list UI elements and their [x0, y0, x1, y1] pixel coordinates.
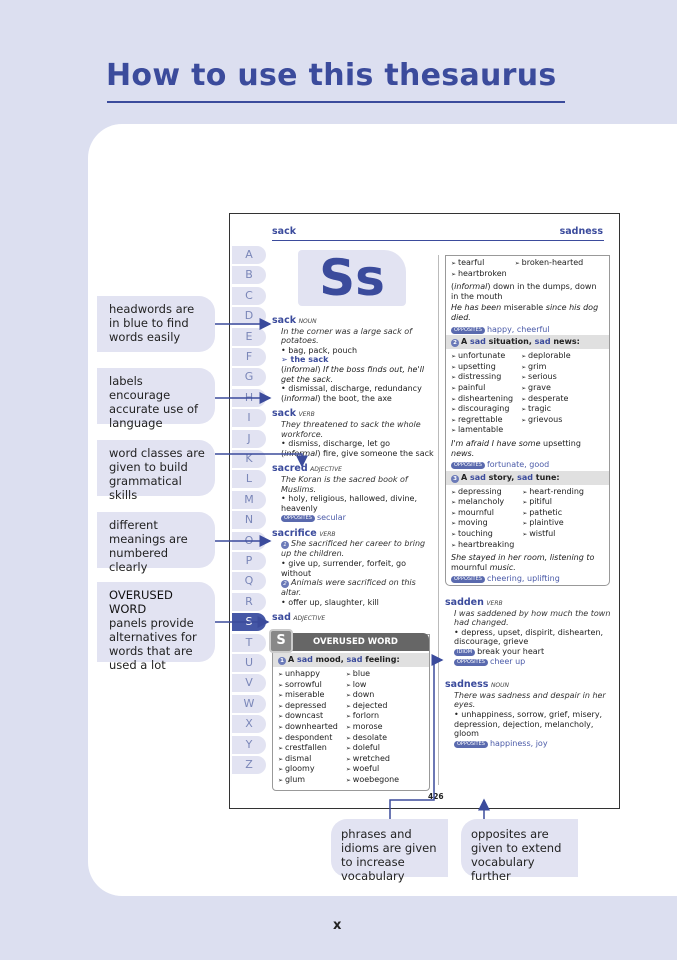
- alternative-word: ➢ dejected: [346, 701, 399, 712]
- alternative-word: ➢ morose: [346, 722, 399, 733]
- headword: sadden: [445, 597, 484, 609]
- synonyms: • holy, religious, hallowed, divine, heavenly: [281, 494, 418, 513]
- opposites: happiness, joy: [489, 738, 548, 748]
- sense-heading-3: 3 A sad story, sad tune:: [446, 471, 609, 485]
- alphabet-tab-i[interactable]: I: [232, 409, 266, 427]
- column-divider: [438, 255, 439, 785]
- title-underline: [107, 101, 565, 103]
- alternative-word: ➢ discouraging: [451, 404, 513, 415]
- alphabet-tab-g[interactable]: G: [232, 368, 266, 386]
- alphabet-tab-t[interactable]: T: [232, 634, 266, 652]
- alternative-word: ➢ serious: [521, 372, 571, 383]
- alternative-word: ➢ plaintive: [522, 518, 584, 529]
- alphabet-tab-a[interactable]: A: [232, 246, 266, 264]
- opposites: happy, cheerful: [486, 324, 550, 334]
- alternative-word: ➢ painful: [451, 383, 513, 394]
- alternative-word: ➢ wistful: [522, 529, 584, 540]
- callout-overused-text: panels provide alternatives for words that are used a lot: [109, 616, 197, 672]
- synonyms: • dismissal, discharge, redundancy: [281, 384, 422, 394]
- overused-s-icon: S: [269, 629, 293, 653]
- alternative-word: ➢ depressing: [451, 487, 514, 498]
- label-informal: informal: [284, 448, 318, 458]
- overused-word-panel: [272, 634, 430, 791]
- alternative-word: ➢ downcast: [278, 711, 338, 722]
- left-column: [272, 316, 435, 791]
- entry-sacrifice: [272, 529, 435, 608]
- alternative-word: ➢ heartbroken: [451, 269, 507, 280]
- alternative-word: ➢ desolate: [346, 733, 399, 744]
- opposites: secular: [316, 513, 346, 523]
- alphabet-tab-d[interactable]: D: [232, 307, 266, 325]
- synonyms: • unhappiness, sorrow, grief, misery, depression, dejection, melancholy, gloom: [454, 709, 603, 739]
- page-label: x: [333, 918, 342, 933]
- opposites-badge: OPPOSITES: [281, 515, 315, 522]
- callout-meanings: different meanings are numbered clearly: [97, 512, 215, 568]
- alphabet-tab-c[interactable]: C: [232, 287, 266, 305]
- alphabet-tab-u[interactable]: U: [232, 654, 266, 672]
- section-letter: Ss: [298, 250, 406, 306]
- alphabet-tab-q[interactable]: Q: [232, 572, 266, 590]
- headword: sad: [272, 612, 291, 624]
- word-class: ADJECTIVE: [293, 615, 326, 623]
- alternative-word: ➢ pitiful: [522, 497, 584, 508]
- alternative-word: ➢ regrettable: [451, 415, 513, 426]
- example: In the corner was a large sack of potatoes.: [281, 326, 412, 346]
- word-class: ADJECTIVE: [310, 466, 342, 474]
- alternative-word: ➢ sorrowful: [278, 680, 338, 691]
- alternative-word: ➢ moving: [451, 518, 514, 529]
- running-head-left: sack: [272, 226, 297, 237]
- alphabet-tab-k[interactable]: K: [232, 450, 266, 468]
- example: They threatened to sack the whole workforce.: [281, 419, 421, 439]
- alternative-word: ➢ down: [346, 690, 399, 701]
- opposites: fortunate, good: [486, 460, 550, 470]
- alternative-word: ➢ gloomy: [278, 764, 338, 775]
- headword: sadness: [445, 679, 489, 691]
- alphabet-tab-m[interactable]: M: [232, 491, 266, 509]
- entry-sacred: [272, 464, 435, 523]
- right-column: [445, 255, 613, 748]
- idiom-badge: IDIOM: [454, 649, 475, 656]
- label-informal: informal: [284, 393, 318, 403]
- word-class: NOUN: [490, 682, 510, 690]
- alphabet-tab-x[interactable]: X: [232, 715, 266, 733]
- alternatives-list: [446, 256, 609, 281]
- sense-heading-1: 1 A sad mood, sad feeling:: [273, 653, 429, 667]
- alternative-word: ➢ grievous: [521, 415, 571, 426]
- headword: sack: [272, 408, 297, 420]
- entry-sadden: sadden VERB I was saddened by how much the town had changed. • depress, upset, dispirit, dishearten, discourage, grieve IDIOM break your heart OPPOSITES cheer up: [445, 598, 613, 666]
- entry-sad: [272, 613, 435, 624]
- callout-headwords: headwords are in blue to find words easily: [97, 296, 215, 352]
- word-class: VERB: [486, 600, 503, 608]
- overused-header: OVERUSED WORD: [273, 633, 429, 651]
- alternative-word: ➢ low: [346, 680, 399, 691]
- alternative-word: ➢ unfortunate: [451, 351, 513, 362]
- informal-synonyms: the boot, the axe: [323, 393, 392, 403]
- alphabet-tab-b[interactable]: B: [232, 266, 266, 284]
- alphabet-tab-l[interactable]: L: [232, 470, 266, 488]
- alphabet-tab-f[interactable]: F: [232, 348, 266, 366]
- alternatives-list: [446, 485, 609, 553]
- alternatives-list: [446, 349, 609, 438]
- alternative-word: ➢ tearful: [451, 258, 507, 269]
- alternative-word: ➢ miserable: [278, 690, 338, 701]
- example: Animals were sacrificed on this altar.: [281, 578, 416, 598]
- alternative-word: ➢ wretched: [346, 754, 399, 765]
- alphabet-tab-h[interactable]: H: [232, 389, 266, 407]
- alternative-word: ➢ dismal: [278, 754, 338, 765]
- sample-dictionary-page: [229, 213, 620, 809]
- alternative-word: ➢ touching: [451, 529, 514, 540]
- phrase: ➢ the sack: [281, 355, 329, 365]
- alternative-word: ➢ unhappy: [278, 669, 338, 680]
- alternatives-list: [273, 667, 429, 788]
- alternative-word: ➢ heart-rending: [522, 487, 584, 498]
- alternative-word: ➢ grim: [521, 362, 571, 373]
- sense-heading-2: 2 A sad situation, sad news:: [446, 335, 609, 349]
- word-class: VERB: [319, 530, 336, 538]
- sense-number-2: 2: [281, 580, 289, 588]
- alphabet-tab-w[interactable]: W: [232, 695, 266, 713]
- alternative-word: ➢ disheartening: [451, 394, 513, 405]
- alphabet-tab-e[interactable]: E: [232, 328, 266, 346]
- alternative-word: ➢ depressed: [278, 701, 338, 712]
- alphabet-tab-p[interactable]: P: [232, 552, 266, 570]
- callout-phrases: phrases and idioms are given to increase vocabulary: [331, 819, 448, 877]
- page-title: How to use this thesaurus: [106, 58, 557, 93]
- alternative-word: ➢ woebegone: [346, 775, 399, 786]
- alternative-word: ➢ doleful: [346, 743, 399, 754]
- callout-opposites: opposites are given to extend vocabulary further: [461, 819, 578, 877]
- alternative-word: ➢ melancholy: [451, 497, 514, 508]
- alternative-word: ➢ deplorable: [521, 351, 571, 362]
- alternative-word: ➢ crestfallen: [278, 743, 338, 754]
- opposites: cheer up: [489, 656, 526, 666]
- alternative-word: ➢ grave: [521, 383, 571, 394]
- example: She sacrificed her career to bring up the children.: [281, 539, 426, 559]
- alternative-word: ➢ forlorn: [346, 711, 399, 722]
- callout-word-classes: word classes are given to build grammatical skills: [97, 440, 215, 496]
- headword: sack: [272, 315, 297, 326]
- example: There was sadness and despair in her eyes.: [454, 690, 606, 710]
- alphabet-tab-s[interactable]: S: [232, 613, 266, 631]
- synonyms: • offer up, slaughter, kill: [281, 597, 379, 607]
- alternative-word: ➢ desperate: [521, 394, 571, 405]
- callout-labels: labels encourage accurate use of language: [97, 368, 215, 424]
- alternative-word: ➢ woeful: [346, 764, 399, 775]
- synonyms: • depress, upset, dispirit, dishearten, discourage, grieve: [454, 627, 604, 647]
- alternative-word: ➢ broken-hearted: [515, 258, 584, 269]
- synonyms: • give up, surrender, forfeit, go without: [281, 559, 407, 578]
- alternative-word: ➢ mournful: [451, 508, 514, 519]
- synonyms: • dismiss, discharge, let go: [281, 439, 391, 449]
- running-head-right: sadness: [559, 226, 603, 237]
- word-class: VERB: [298, 411, 315, 419]
- alternative-word: ➢ despondent: [278, 733, 338, 744]
- headword: sacrifice: [272, 527, 317, 539]
- entry-sack-noun: sack NOUN In the corner was a large sack of potatoes. • bag, pack, pouch ➢ the sack (informal) If the boss finds out, he'll get the sack. • dismissal, discharge, redundancy (informal) the boot, the axe: [272, 316, 435, 403]
- informal-phrase: down in the dumps, down in the mouth: [451, 282, 597, 301]
- entry-sack-verb: sack VERB They threatened to sack the whole workforce. • dismiss, discharge, let go (informal) fire, give someone the sack: [272, 408, 434, 458]
- alternative-word: ➢ heartbreaking: [451, 540, 514, 551]
- callout-overused-strong: OVERUSED WORD: [109, 588, 173, 616]
- alternative-word: ➢ downhearted: [278, 722, 338, 733]
- alphabet-tab-v[interactable]: V: [232, 674, 266, 692]
- synonyms: • bag, pack, pouch: [281, 345, 358, 355]
- alternative-word: ➢ blue: [346, 669, 399, 680]
- example: The Koran is the sacred book of Muslims.: [281, 474, 408, 494]
- alphabet-tab-n[interactable]: N: [232, 511, 266, 529]
- entry-sadness: sadness NOUN There was sadness and despair in her eyes. • unhappiness, sorrow, grief, misery, depression, dejection, melancholy, gloom OPPOSITES happiness, joy: [445, 680, 613, 748]
- example: If the boss finds out, he'll get the sack.: [281, 364, 425, 384]
- alphabet-tab-r[interactable]: R: [232, 593, 266, 611]
- alphabet-tab-j[interactable]: J: [232, 430, 266, 448]
- word-class: NOUN: [298, 318, 317, 325]
- page-number: 426: [428, 792, 444, 801]
- headword: sacred: [272, 463, 308, 475]
- informal-synonyms: fire, give someone the sack: [323, 448, 434, 458]
- alternative-word: ➢ lamentable: [451, 425, 513, 436]
- alternative-word: ➢ tragic: [521, 404, 571, 415]
- running-head-rule: [272, 240, 604, 241]
- overused-panel-continued: ➢ tearful ➢ broken-hearted ➢ heartbroken (informal) down in the dumps, down in the mouth He has been miserable since his dog died. OPPOSITES happy, cheerful 2 A sad situation, sad news: ➢ unfortunate ➢ deplorable ➢ upsetting ➢ grim ➢ distressing ➢ serious ➢ painful ➢ grave ➢ disheartening ➢ desperate ➢ discouraging ➢ tragic ➢ regrettable ➢ grievous ➢ lamentable I'm afraid I have some upsetting news. OPPOSITES fortunate, good 3 A sad story, sad tune: ➢ depressing ➢ heart-rending ➢ melancholy ➢ pitiful ➢ mournful ➢ pathetic ➢ moving ➢ plaintive ➢ touching ➢ wistful ➢ heartbreaking She stayed in her room, listening to mournful music. OPPOSITES cheering, uplifting: [445, 255, 610, 586]
- label-informal: informal: [284, 364, 318, 374]
- alphabet-tab-y[interactable]: Y: [232, 736, 266, 754]
- alternative-word: ➢ pathetic: [522, 508, 584, 519]
- sense-number-1: 1: [281, 541, 289, 549]
- opposites: cheering, uplifting: [486, 574, 560, 584]
- idiom: break your heart: [477, 647, 545, 656]
- alphabet-tab-o[interactable]: O: [232, 532, 266, 550]
- example: I was saddened by how much the town had changed.: [454, 608, 611, 628]
- alternative-word: ➢ distressing: [451, 372, 513, 383]
- alternative-word: ➢ glum: [278, 775, 338, 786]
- alphabet-tab-z[interactable]: Z: [232, 756, 266, 774]
- callout-overused: [97, 582, 215, 672]
- alternative-word: ➢ upsetting: [451, 362, 513, 373]
